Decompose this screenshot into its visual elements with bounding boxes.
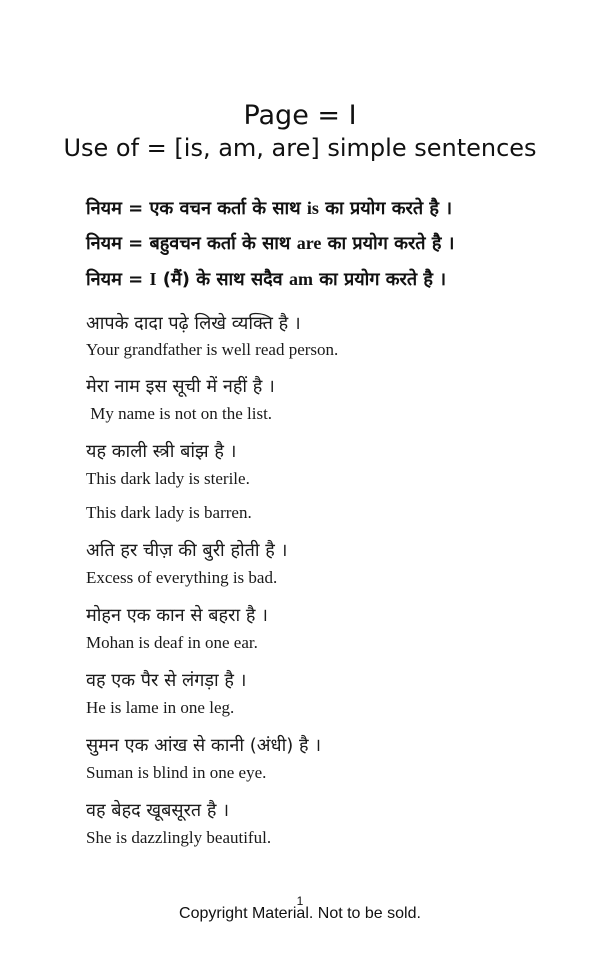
english-translation-5: Mohan is deaf in one ear. [86, 633, 258, 652]
rule-are: नियम = बहुवचन कर्ता के साथ are का प्रयोग करते है । [86, 233, 455, 254]
page-subtitle: Use of = [is, am, are] simple sentences [63, 134, 537, 162]
hindi-sentence-5: मोहन एक कान से बहरा है । [86, 605, 268, 626]
hindi-sentence-2: मेरा नाम इस सूची में नहीं है । [86, 376, 275, 397]
english-translation-1: Your grandfather is well read person. [86, 340, 339, 359]
english-translation-3a: This dark lady is sterile. [86, 469, 250, 488]
english-translation-7: Suman is blind in one eye. [86, 763, 267, 782]
hindi-sentence-7: सुमन एक आंख से कानी (अंधी) है । [86, 735, 322, 756]
english-translation-8: She is dazzlingly beautiful. [86, 828, 272, 847]
english-translation-6: He is lame in one leg. [86, 698, 235, 717]
english-translation-4: Excess of everything is bad. [86, 568, 278, 587]
page-number: 1 [296, 894, 304, 908]
copyright-footer: Copyright Material. Not to be sold. [179, 905, 421, 922]
english-translation-2: My name is not on the list. [86, 404, 273, 423]
rule-am: नियम = I (मैं) के साथ सदैव am का प्रयोग करते है । [86, 269, 447, 290]
hindi-sentence-1: आपके दादा पढ़े लिखे व्यक्ति है । [86, 313, 301, 334]
hindi-sentence-8: वह बेहद खूबसूरत है । [86, 800, 230, 821]
hindi-sentence-4: अति हर चीज़ की बुरी होती है । [86, 540, 288, 561]
page-title: Page = I [243, 100, 357, 131]
hindi-sentence-3: यह काली स्त्री बांझ है । [86, 441, 237, 462]
english-translation-3b: This dark lady is barren. [86, 503, 252, 522]
hindi-sentence-6: वह एक पैर से लंगड़ा है । [86, 670, 247, 691]
rule-is: नियम = एक वचन कर्ता के साथ is का प्रयोग करते है । [86, 198, 453, 219]
